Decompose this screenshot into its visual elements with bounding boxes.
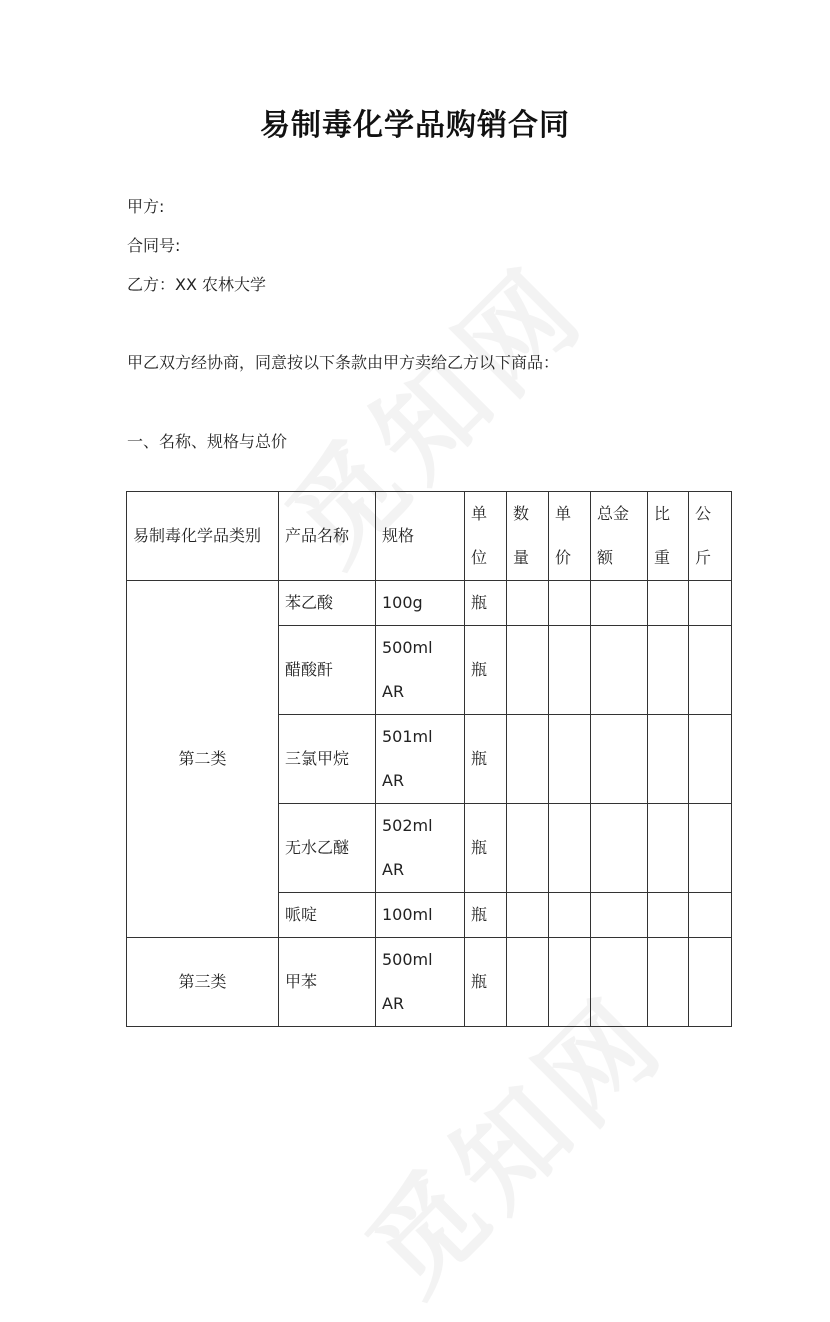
- kilograms-cell: [689, 626, 732, 715]
- product-name-cell: 哌啶: [279, 893, 376, 938]
- total-amount-cell: [591, 581, 648, 626]
- product-name-cell: 甲苯: [279, 938, 376, 1027]
- total-amount-cell: [591, 893, 648, 938]
- product-name-cell: 无水乙醚: [279, 804, 376, 893]
- spec-cell: 100g: [376, 581, 465, 626]
- unit-price-cell: [549, 938, 591, 1027]
- quantity-cell: [507, 581, 549, 626]
- spec-cell: 500ml AR: [376, 938, 465, 1027]
- quantity-cell: [507, 893, 549, 938]
- unit-cell: 瓶: [465, 581, 507, 626]
- unit-price-cell: [549, 804, 591, 893]
- kilograms-cell: [689, 715, 732, 804]
- kilograms-cell: [689, 893, 732, 938]
- header-unit: 单 位: [465, 492, 507, 581]
- total-amount-cell: [591, 804, 648, 893]
- total-amount-cell: [591, 938, 648, 1027]
- unit-price-cell: [549, 893, 591, 938]
- product-table: [126, 491, 732, 1027]
- total-amount-cell: [591, 715, 648, 804]
- specific-gravity-cell: [648, 715, 689, 804]
- unit-cell: 瓶: [465, 715, 507, 804]
- spec-cell: 502ml AR: [376, 804, 465, 893]
- specific-gravity-cell: [648, 804, 689, 893]
- intro-paragraph: 甲乙双方经协商，同意按以下条款由甲方卖给乙方以下商品：: [127, 353, 560, 372]
- quantity-cell: [507, 626, 549, 715]
- party-a-label: 甲方:: [127, 197, 165, 216]
- section-heading: 一、名称、规格与总价: [127, 432, 288, 451]
- header-product-name: 产品名称: [279, 492, 376, 581]
- spec-cell: 100ml: [376, 893, 465, 938]
- unit-price-cell: [549, 581, 591, 626]
- specific-gravity-cell: [648, 626, 689, 715]
- unit-cell: 瓶: [465, 893, 507, 938]
- table-header-row: [127, 492, 732, 581]
- contract-number-label: 合同号:: [127, 236, 181, 255]
- table-row: [127, 938, 732, 1027]
- header-category: 易制毒化学品类别: [127, 492, 279, 581]
- header-specific-gravity: 比 重: [648, 492, 689, 581]
- unit-cell: 瓶: [465, 938, 507, 1027]
- kilograms-cell: [689, 804, 732, 893]
- kilograms-cell: [689, 938, 732, 1027]
- unit-cell: 瓶: [465, 626, 507, 715]
- header-unit-price: 单 价: [549, 492, 591, 581]
- header-spec: 规格: [376, 492, 465, 581]
- product-name-cell: 醋酸酐: [279, 626, 376, 715]
- spec-cell: 500ml AR: [376, 626, 465, 715]
- header-total-amount: 总金 额: [591, 492, 648, 581]
- spec-cell: 501ml AR: [376, 715, 465, 804]
- unit-price-cell: [549, 626, 591, 715]
- specific-gravity-cell: [648, 938, 689, 1027]
- header-quantity: 数 量: [507, 492, 549, 581]
- category-cell: 第二类: [127, 581, 279, 938]
- specific-gravity-cell: [648, 581, 689, 626]
- category-cell: 第三类: [127, 938, 279, 1027]
- quantity-cell: [507, 804, 549, 893]
- quantity-cell: [507, 715, 549, 804]
- party-b-label: 乙方：XX 农林大学: [127, 275, 267, 294]
- kilograms-cell: [689, 581, 732, 626]
- quantity-cell: [507, 938, 549, 1027]
- product-name-cell: 三氯甲烷: [279, 715, 376, 804]
- table-row: [127, 581, 732, 626]
- unit-price-cell: [549, 715, 591, 804]
- page-title: 易制毒化学品购销合同: [260, 108, 570, 143]
- header-kilograms: 公 斤: [689, 492, 732, 581]
- total-amount-cell: [591, 626, 648, 715]
- product-name-cell: 苯乙酸: [279, 581, 376, 626]
- unit-cell: 瓶: [465, 804, 507, 893]
- specific-gravity-cell: [648, 893, 689, 938]
